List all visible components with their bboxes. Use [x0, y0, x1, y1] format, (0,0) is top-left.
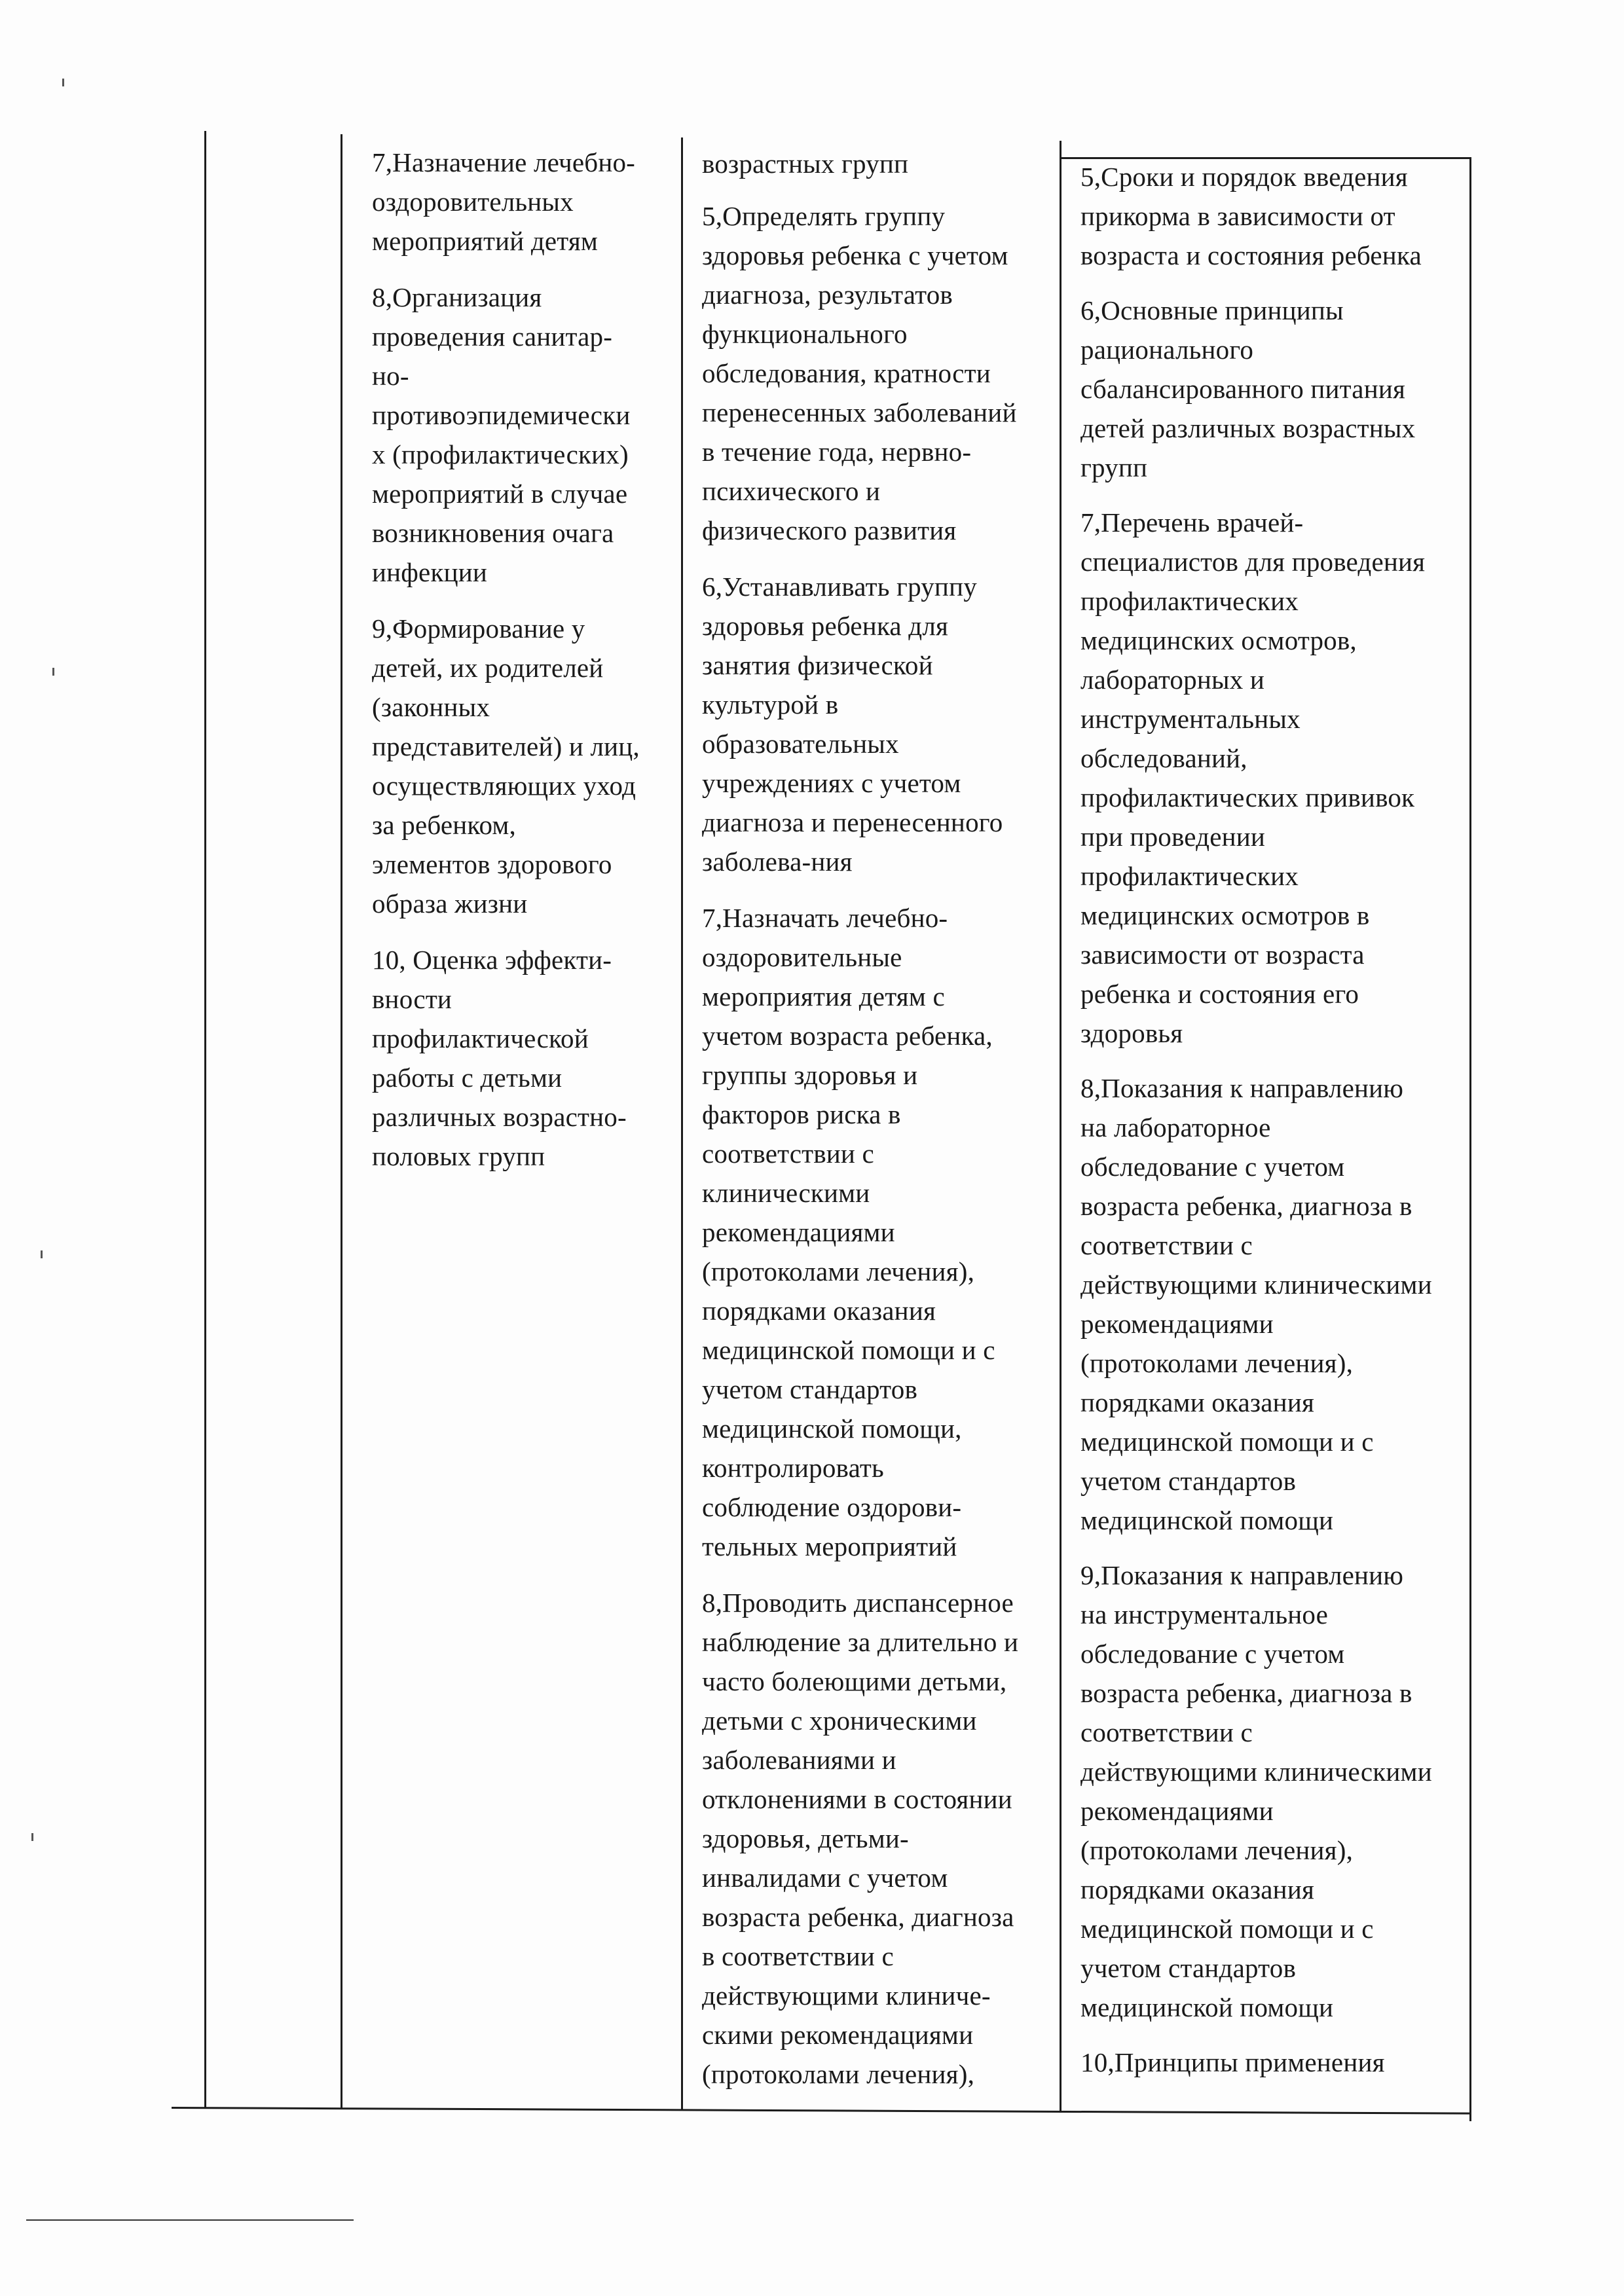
list-item: 7,Назначение лечебно- оздоровительных мероприятий детям [372, 147, 636, 256]
list-item: возрастных групп [702, 149, 909, 179]
list-item: 7,Перечень врачей- специалистов для проведения профилактических медицинских осмотров, лабораторных и инструментальных обследований, профилактических прививок при проведении профилактических медицинских осмотров в зависимости от возраста ребенка и состояния его здоровья [1080, 507, 1426, 1048]
margin-mark [52, 668, 54, 676]
list-item: 8,Показания к направлению на лабораторное обследование с учетом возраста ребенка, диагноза в соответствии с действующими клиническими рекомендациями (протоколами лечения), порядками оказания медицинской помощи и с учетом стандартов медицинской помощи [1080, 1073, 1432, 1535]
table-divider-1 [341, 134, 342, 2108]
list-item: 6,Устанавливать группу здоровья ребенка для занятия физической культурой в образовательных учреждениях с учетом диагноза и перенесенного заболева-ния [702, 572, 1003, 877]
table-cell-column-4 [1080, 157, 1486, 2098]
table-cell-column-2 [372, 143, 686, 1193]
list-item: 9,Формирование у детей, их родителей (законных представителей) и лиц, осуществляющих уход за ребенком, элементов здорового образа жизни [372, 613, 640, 919]
list-item: 9,Показания к направлению на инструментальное обследование с учетом возраста ребенка, диагноза в соответствии с действующими клиническими рекомендациями (протоколами лечения), порядками оказания медицинской помощи и с учетом стандартов медицинской помощи [1080, 1560, 1432, 2022]
margin-mark [31, 1833, 33, 1841]
list-item: 10, Оценка эффекти- вности профилактической работы с детьми различных возрастно- половых групп [372, 945, 627, 1171]
table-divider-3 [1060, 141, 1061, 2113]
margin-mark [62, 79, 64, 86]
list-item: 10,Принципы применения [1080, 2047, 1385, 2077]
table-border-left [204, 131, 206, 2108]
list-item: 6,Основные принципы рационального сбалансированного питания детей различных возрастных групп [1080, 295, 1416, 483]
footer-rule [26, 2219, 354, 2221]
list-item: 8,Организация проведения санитар- но- противоэпидемически х (профилактических) мероприятий в случае возникновения очага инфекции [372, 282, 631, 587]
margin-mark [41, 1250, 43, 1258]
list-item: 5,Сроки и порядок введения прикорма в зависимости от возраста и состояния ребенка [1080, 162, 1422, 270]
list-item: 5,Определять группу здоровья ребенка с учетом диагноза, результатов функционального обследования, кратности перенесенных заболеваний в течение года, нервно- психического и физического развития [702, 201, 1017, 545]
table-cell-column-3 [702, 144, 1056, 2111]
list-item: 7,Назначать лечебно- оздоровительные мероприятия детям с учетом возраста ребенка, группы здоровья и факторов риска в соответствии с клиническими рекомендациями (протоколами лечения), порядками оказания медицинской помощи и с учетом стандартов медицинской помощи, контролировать соблюдение оздорови- тельных мероприятий [702, 903, 995, 1561]
list-item: 8,Проводить диспансерное наблюдение за длительно и часто болеющими детьми, детьми с хроническими заболеваниями и отклонениями в состоянии здоровья, детьми- инвалидами с учетом возраста ребенка, диагноза в соответствии с действующими клиниче- скими рекомендациями (протоколами лечения), [702, 1588, 1019, 2089]
